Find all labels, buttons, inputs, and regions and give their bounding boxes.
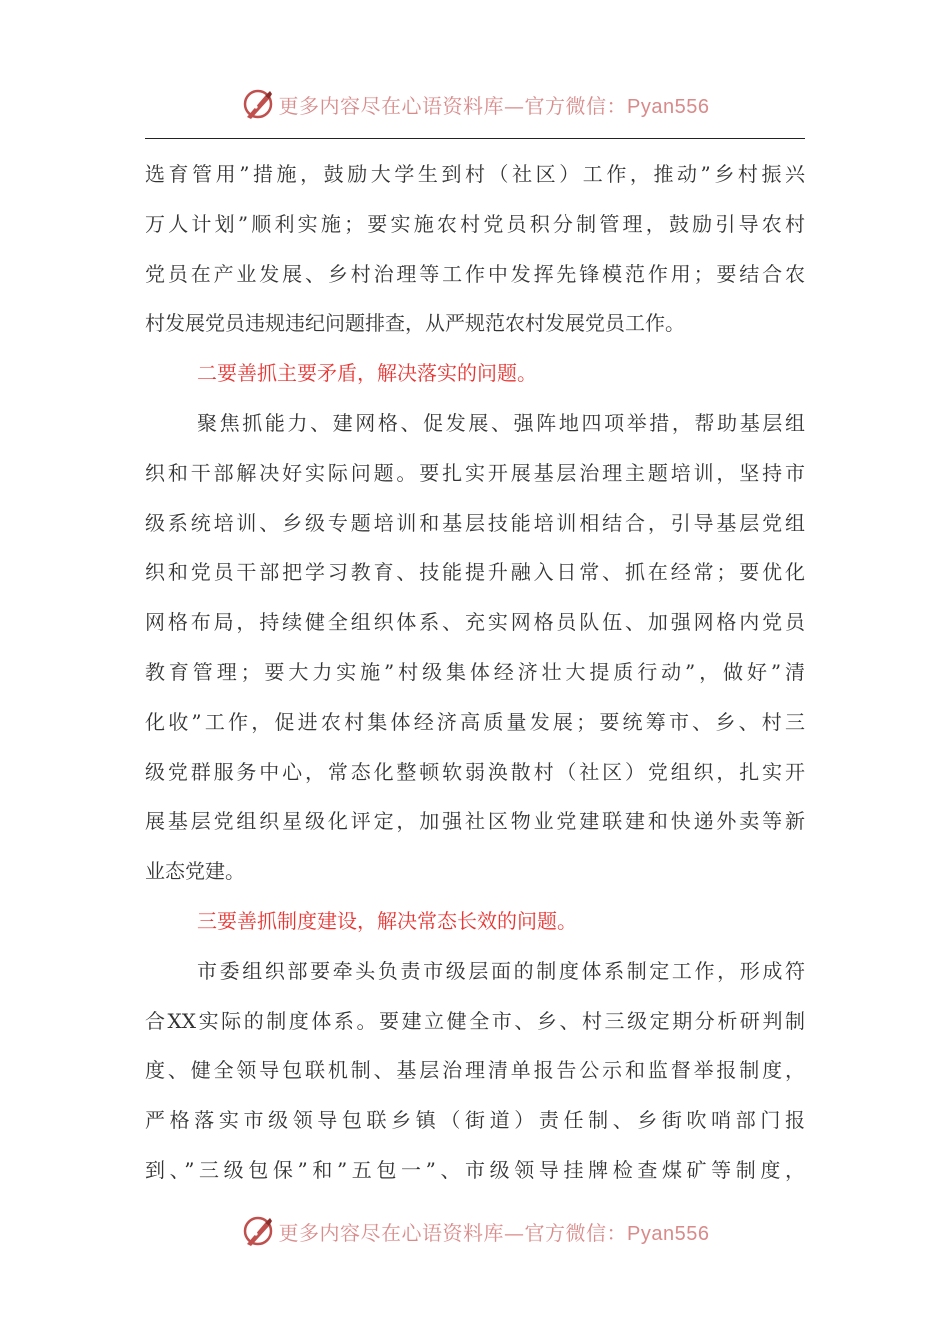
body-line: 选育管用”措施，鼓励大学生到村（社区）工作，推动”乡村振兴 bbox=[145, 162, 805, 186]
body-line: 级党群服务中心，常态化整顿软弱涣散村（社区）党组织，扎实开 bbox=[145, 759, 805, 784]
header-banner bbox=[0, 84, 950, 124]
body-line: 业态党建。 bbox=[145, 859, 245, 884]
wechat-handle: Pyan556 bbox=[627, 95, 710, 118]
body-line: 万人计划”顺利实施；要实施农村党员积分制管理，鼓励引导农村 bbox=[145, 211, 805, 236]
header-rule bbox=[145, 138, 805, 139]
body-line: 级系统培训、乡级专题培训和基层技能培训相结合，引导基层党组 bbox=[145, 510, 805, 535]
document-body bbox=[145, 150, 805, 1196]
body-line: 聚焦抓能力、建网格、促发展、强阵地四项举措，帮助基层组 bbox=[197, 410, 805, 435]
body-line: 党员在产业发展、乡村治理等工作中发挥先锋模范作用；要结合农 bbox=[145, 261, 805, 286]
pen-nib-icon bbox=[241, 87, 275, 121]
body-line: 织和党员干部把学习教育、技能提升融入日常、抓在经常；要优化 bbox=[145, 560, 805, 585]
body-line: 到、”三级包保”和”五包一”、市级领导挂牌检查煤矿等制度， bbox=[145, 1157, 805, 1182]
body-line: 度、健全领导包联机制、基层治理清单报告公示和监督举报制度， bbox=[145, 1058, 805, 1083]
banner-text: 更多内容尽在心语资料库—官方微信：Pyan556 bbox=[278, 93, 710, 118]
section-heading: 二要善抓主要矛盾，解决落实的问题。 bbox=[197, 361, 537, 386]
body-line: 严格落实市级领导包联乡镇（街道）责任制、乡街吹哨部门报 bbox=[145, 1108, 805, 1133]
body-line: 网格布局，持续健全组织体系、充实网格员队伍、加强网格内党员 bbox=[145, 610, 805, 635]
body-line: 展基层党组织星级化评定，加强社区物业党建联建和快递外卖等新 bbox=[145, 809, 805, 834]
section-heading: 三要善抓制度建设，解决常态长效的问题。 bbox=[197, 908, 577, 933]
banner-text: 更多内容尽在心语资料库—官方微信：Pyan556 bbox=[278, 1220, 710, 1245]
body-line: 织和干部解决好实际问题。要扎实开展基层治理主题培训，坚持市 bbox=[145, 460, 805, 485]
body-line: 市委组织部要牵头负责市级层面的制度体系制定工作，形成符 bbox=[197, 958, 805, 983]
body-line: 化收”工作，促进农村集体经济高质量发展；要统筹市、乡、村三 bbox=[145, 709, 805, 734]
wechat-handle: Pyan556 bbox=[627, 1222, 710, 1245]
body-line: 村发展党员违规违纪问题排查，从严规范农村发展党员工作。 bbox=[145, 311, 685, 336]
body-line: 合XX实际的制度体系。要建立健全市、乡、村三级定期分析研判制 bbox=[145, 1008, 805, 1033]
pen-nib-icon bbox=[241, 1214, 275, 1248]
body-line: 教育管理；要大力实施”村级集体经济壮大提质行动”，做好”清 bbox=[145, 659, 805, 684]
footer-banner bbox=[0, 1211, 950, 1251]
